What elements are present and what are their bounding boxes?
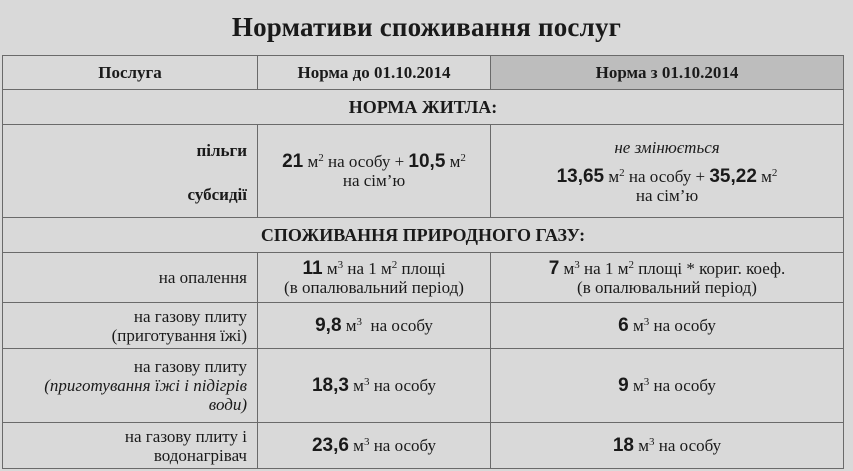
note-unchanged: не змінюється (614, 137, 720, 157)
section-gas: СПОЖИВАННЯ ПРИРОДНОГО ГАЗУ: (3, 218, 844, 253)
superscript: 3 (643, 376, 650, 388)
superscript: 3 (643, 316, 650, 328)
value: 35,22 (709, 165, 757, 187)
unit: м (559, 258, 575, 278)
stove-heater-after-cell (491, 423, 844, 469)
label-heating: на опалення (3, 253, 258, 303)
superscript: 2 (318, 152, 324, 164)
superscript: 3 (363, 376, 370, 388)
housing-after-cell (491, 125, 844, 218)
table-row (3, 423, 844, 469)
text: площі * кориг. коеф. (633, 258, 786, 278)
header-before: Норма до 01.10.2014 (258, 56, 491, 90)
superscript: 3 (363, 436, 370, 448)
text: (приготування їжі) (111, 325, 247, 345)
text: води) (208, 395, 247, 414)
text: на сім’ю (635, 185, 699, 205)
text: водонагрівач (153, 445, 247, 465)
label-stove-water (3, 349, 258, 423)
page-title: Нормативи споживання послуг (231, 12, 622, 42)
text: на особу (649, 316, 716, 335)
unit: м (303, 152, 319, 171)
table-row (3, 303, 844, 349)
superscript: 3 (337, 258, 344, 271)
text: на 1 м (343, 258, 392, 278)
heating-after-cell (491, 253, 844, 303)
superscript: 2 (771, 166, 778, 179)
superscript: 3 (356, 316, 363, 328)
value: 18,3 (311, 375, 349, 396)
text: площі (397, 258, 446, 278)
header-after: Норма з 01.10.2014 (491, 56, 844, 90)
stove-water-before-cell (258, 349, 491, 423)
label-stove-heater (3, 423, 258, 469)
text: на особу (369, 436, 437, 455)
housing-before-cell (258, 125, 491, 218)
superscript: 2 (391, 258, 398, 271)
value: 23,6 (311, 435, 349, 456)
header-service: Послуга (3, 56, 258, 90)
text: (в опалювальний період) (284, 277, 464, 297)
value: 9 (618, 375, 629, 396)
label-stove (3, 303, 258, 349)
superscript: 2 (628, 258, 634, 271)
value: 10,5 (408, 151, 446, 172)
superscript: 2 (460, 152, 466, 164)
superscript: 3 (574, 258, 580, 271)
unit: м (604, 166, 620, 186)
heating-before-cell (258, 253, 491, 303)
value: 7 (548, 257, 560, 279)
text: на сім’ю (342, 171, 406, 190)
text: на особу + (624, 166, 710, 186)
superscript: 3 (649, 436, 655, 448)
value: 6 (618, 315, 629, 336)
stove-water-after-cell (491, 349, 844, 423)
unit: м (348, 436, 364, 455)
table-row (3, 253, 844, 303)
unit: м (348, 376, 364, 395)
superscript: 2 (619, 166, 625, 179)
table-row-housing (3, 125, 844, 218)
value: 9,8 (315, 315, 342, 336)
unit: м (634, 436, 650, 455)
unit: м (756, 166, 772, 186)
text: на особу (654, 436, 722, 455)
value: 18 (612, 435, 634, 456)
unit: м (341, 316, 357, 335)
section-row-gas (3, 218, 844, 253)
text: на особу (369, 376, 437, 395)
housing-labels-cell (3, 125, 258, 218)
label-subsidies: субсидії (187, 185, 247, 204)
section-row-housing (3, 90, 844, 125)
stove-before-cell (258, 303, 491, 349)
value: 21 (282, 151, 304, 172)
text: на газову плиту (133, 357, 247, 376)
unit: м (445, 152, 461, 171)
label-benefits: пільги (196, 141, 247, 160)
norms-table (2, 55, 844, 469)
stove-after-cell (491, 303, 844, 349)
unit: м (628, 316, 644, 335)
value: 11 (302, 257, 323, 279)
text: на особу (362, 316, 433, 335)
text: на газову плиту і (124, 426, 247, 446)
unit: м (628, 376, 644, 395)
text: на 1 м (579, 258, 629, 278)
text: на особу (649, 376, 716, 395)
text: (в опалювальний період) (577, 277, 757, 297)
stove-heater-before-cell (258, 423, 491, 469)
text: (приготування їжі і підігрів (44, 376, 247, 395)
section-housing: НОРМА ЖИТЛА: (3, 90, 844, 125)
text: на газову плиту (133, 306, 247, 326)
value: 13,65 (556, 165, 605, 187)
text: на особу + (323, 152, 409, 171)
unit: м (322, 258, 338, 278)
table-row (3, 349, 844, 423)
header-row (3, 56, 844, 90)
